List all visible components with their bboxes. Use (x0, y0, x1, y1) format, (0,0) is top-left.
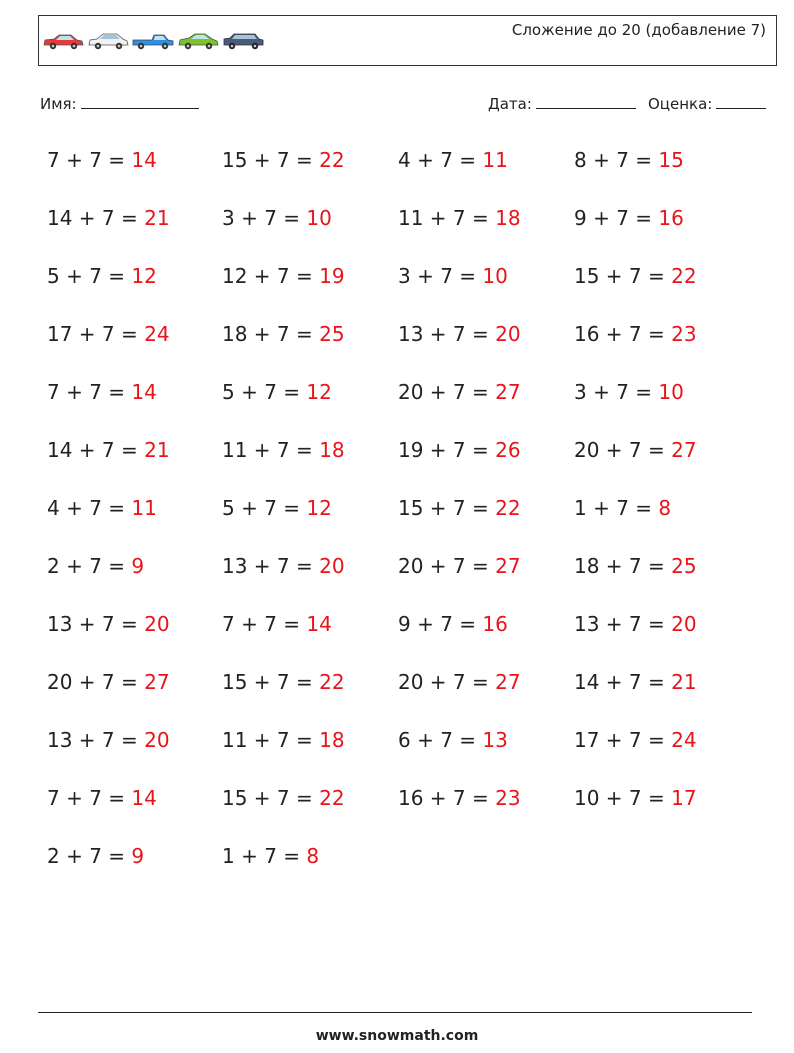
problem-item (47, 604, 170, 644)
problem-item (222, 314, 345, 354)
problem-expression: 10 + 7 = (574, 786, 665, 810)
header-box (38, 15, 777, 66)
problem-item (47, 778, 157, 818)
white-car-icon (87, 31, 129, 51)
date-field (488, 94, 636, 113)
problem-expression: 13 + 7 = (47, 728, 138, 752)
green-car-icon (177, 31, 219, 51)
problem-expression: 17 + 7 = (574, 728, 665, 752)
problem-expression: 20 + 7 = (398, 380, 489, 404)
problem-item (222, 198, 332, 238)
problem-expression: 16 + 7 = (398, 786, 489, 810)
problem-expression: 6 + 7 = (398, 728, 477, 752)
problem-item (574, 430, 697, 470)
problem-item (574, 546, 697, 586)
problem-item (574, 198, 684, 238)
problem-item (47, 488, 157, 528)
navy-suv-icon (222, 31, 264, 51)
problem-answer: 20 (495, 322, 521, 346)
problem-answer: 14 (131, 380, 157, 404)
problem-item (47, 720, 170, 760)
problem-answer: 18 (319, 438, 345, 462)
problem-expression: 19 + 7 = (398, 438, 489, 462)
problem-answer: 12 (131, 264, 157, 288)
problem-answer: 8 (306, 844, 320, 868)
problem-item (398, 604, 508, 644)
problem-expression: 11 + 7 = (398, 206, 489, 230)
problem-expression: 2 + 7 = (47, 844, 126, 868)
problem-answer: 22 (319, 670, 345, 694)
problem-answer: 9 (131, 554, 145, 578)
problem-expression: 1 + 7 = (574, 496, 653, 520)
problem-answer: 16 (658, 206, 684, 230)
footer-divider (38, 1012, 752, 1013)
problem-expression: 4 + 7 = (398, 148, 477, 172)
problem-item (47, 546, 144, 586)
problem-item (398, 662, 521, 702)
problem-item (398, 720, 508, 760)
problem-expression: 20 + 7 = (574, 438, 665, 462)
problem-answer: 25 (319, 322, 345, 346)
problem-item (398, 778, 521, 818)
problem-item (47, 140, 157, 180)
problem-answer: 22 (319, 148, 345, 172)
problem-answer: 17 (671, 786, 697, 810)
problem-answer: 21 (144, 438, 170, 462)
problem-answer: 8 (658, 496, 672, 520)
problem-expression: 18 + 7 = (222, 322, 313, 346)
problem-item (222, 778, 345, 818)
problem-answer: 18 (319, 728, 345, 752)
problem-answer: 27 (144, 670, 170, 694)
problem-expression: 16 + 7 = (574, 322, 665, 346)
problem-expression: 5 + 7 = (222, 380, 301, 404)
problem-expression: 2 + 7 = (47, 554, 126, 578)
problem-expression: 13 + 7 = (222, 554, 313, 578)
problem-expression: 20 + 7 = (398, 554, 489, 578)
problem-item (574, 778, 697, 818)
problem-item (47, 836, 144, 876)
car-icons (42, 31, 264, 51)
problem-item (47, 256, 157, 296)
problem-answer: 12 (306, 496, 332, 520)
problem-expression: 7 + 7 = (47, 786, 126, 810)
problem-expression: 15 + 7 = (222, 148, 313, 172)
problem-item (222, 836, 319, 876)
grade-label: Оценка: (648, 95, 713, 113)
problem-expression: 15 + 7 = (398, 496, 489, 520)
problem-item (222, 372, 332, 412)
date-blank[interactable] (536, 94, 636, 109)
problem-item (574, 140, 684, 180)
problem-expression: 13 + 7 = (398, 322, 489, 346)
problem-expression: 15 + 7 = (222, 670, 313, 694)
problem-answer: 27 (495, 380, 521, 404)
blue-pickup-icon (132, 31, 174, 51)
problem-answer: 21 (144, 206, 170, 230)
problem-item (222, 256, 345, 296)
problem-answer: 20 (319, 554, 345, 578)
problem-expression: 17 + 7 = (47, 322, 138, 346)
problem-item (222, 430, 345, 470)
problem-answer: 13 (482, 728, 508, 752)
problem-answer: 22 (495, 496, 521, 520)
problem-answer: 20 (671, 612, 697, 636)
problem-expression: 3 + 7 = (398, 264, 477, 288)
problem-answer: 11 (482, 148, 508, 172)
problem-expression: 15 + 7 = (574, 264, 665, 288)
problem-answer: 10 (306, 206, 332, 230)
problem-item (222, 662, 345, 702)
problem-item (574, 372, 684, 412)
problem-item (222, 140, 345, 180)
problem-expression: 3 + 7 = (222, 206, 301, 230)
name-field (40, 94, 199, 113)
problem-expression: 9 + 7 = (574, 206, 653, 230)
problem-answer: 18 (495, 206, 521, 230)
worksheet-title: Сложение до 20 (добавление 7) (511, 21, 766, 39)
problem-answer: 22 (319, 786, 345, 810)
problem-item (398, 314, 521, 354)
problem-answer: 14 (131, 786, 157, 810)
footer-website: www.snowmath.com (315, 1028, 479, 1044)
problem-item (574, 604, 697, 644)
problem-answer: 26 (495, 438, 521, 462)
problem-expression: 13 + 7 = (47, 612, 138, 636)
problem-answer: 14 (131, 148, 157, 172)
problem-expression: 7 + 7 = (47, 380, 126, 404)
problem-answer: 20 (144, 612, 170, 636)
grade-field (648, 94, 766, 113)
problem-expression: 14 + 7 = (47, 206, 138, 230)
problem-expression: 5 + 7 = (222, 496, 301, 520)
problem-expression: 4 + 7 = (47, 496, 126, 520)
problem-answer: 24 (671, 728, 697, 752)
problem-expression: 14 + 7 = (574, 670, 665, 694)
problem-item (222, 488, 332, 528)
red-car-icon (42, 31, 84, 51)
problem-expression: 14 + 7 = (47, 438, 138, 462)
problem-expression: 5 + 7 = (47, 264, 126, 288)
grade-blank[interactable] (716, 94, 766, 109)
problem-answer: 23 (495, 786, 521, 810)
problem-answer: 27 (671, 438, 697, 462)
problem-answer: 27 (495, 670, 521, 694)
problem-item (47, 662, 170, 702)
problem-item (47, 314, 170, 354)
problem-answer: 23 (671, 322, 697, 346)
problem-answer: 24 (144, 322, 170, 346)
problem-item (574, 314, 697, 354)
problem-expression: 20 + 7 = (398, 670, 489, 694)
problem-answer: 10 (658, 380, 684, 404)
date-label: Дата: (488, 95, 532, 113)
problem-item (398, 546, 521, 586)
problem-answer: 25 (671, 554, 697, 578)
problem-expression: 3 + 7 = (574, 380, 653, 404)
problem-item (222, 720, 345, 760)
problem-answer: 11 (131, 496, 157, 520)
problem-item (47, 198, 170, 238)
problem-expression: 9 + 7 = (398, 612, 477, 636)
problem-expression: 11 + 7 = (222, 728, 313, 752)
name-label: Имя: (40, 95, 77, 113)
problem-answer: 9 (131, 844, 145, 868)
problem-item (398, 256, 508, 296)
problem-item (574, 488, 671, 528)
problem-item (574, 720, 697, 760)
problem-expression: 13 + 7 = (574, 612, 665, 636)
problem-answer: 19 (319, 264, 345, 288)
problem-answer: 22 (671, 264, 697, 288)
problem-item (574, 256, 697, 296)
name-blank[interactable] (81, 94, 199, 109)
problem-expression: 15 + 7 = (222, 786, 313, 810)
problem-expression: 20 + 7 = (47, 670, 138, 694)
problem-expression: 1 + 7 = (222, 844, 301, 868)
problem-answer: 20 (144, 728, 170, 752)
problem-item (398, 488, 521, 528)
problem-answer: 14 (306, 612, 332, 636)
problem-expression: 8 + 7 = (574, 148, 653, 172)
problem-answer: 15 (658, 148, 684, 172)
problem-item (47, 372, 157, 412)
problem-item (398, 372, 521, 412)
problem-item (398, 198, 521, 238)
problem-item (398, 140, 508, 180)
problem-answer: 16 (482, 612, 508, 636)
problem-expression: 11 + 7 = (222, 438, 313, 462)
problem-expression: 12 + 7 = (222, 264, 313, 288)
problem-answer: 12 (306, 380, 332, 404)
problem-answer: 10 (482, 264, 508, 288)
problem-answer: 27 (495, 554, 521, 578)
problem-item (47, 430, 170, 470)
problem-expression: 18 + 7 = (574, 554, 665, 578)
problem-answer: 21 (671, 670, 697, 694)
problem-expression: 7 + 7 = (47, 148, 126, 172)
problem-item (574, 662, 697, 702)
problem-expression: 7 + 7 = (222, 612, 301, 636)
problem-item (222, 546, 345, 586)
problem-item (398, 430, 521, 470)
problem-item (222, 604, 332, 644)
